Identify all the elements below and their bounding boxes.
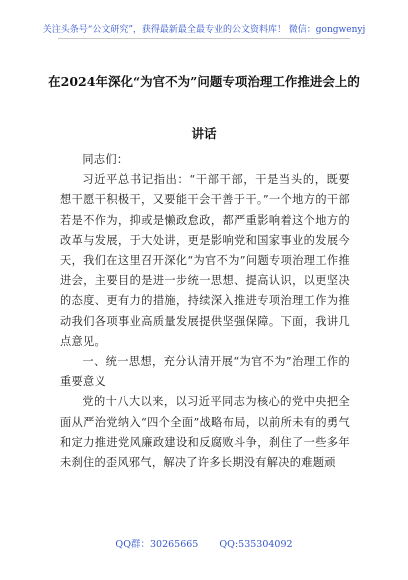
footer-qq: QQ:535304092 (219, 539, 293, 550)
document-title-line-2: 讲话 (191, 126, 217, 141)
salutation: 同志们： (82, 153, 129, 166)
body-paragraph-1: 习近平总书记指出：“干部干部，干是当头的，既要想干愿干积极干，又要能干会干善于干。”一个地方的干部若是不作为，抑或是懒政怠政，都严重影响着这个地方的改革与发展，于大处讲，更是影响党和国家事业的发展今天，我们在这里召开深化“为官不为”问题专项治理工作推进会，主要目的是进一步统一思想、提高认识，以更坚决的态度、更有力的措施，持续深入推进专项治理工作为推动我们各项事业高质量发展提供坚强保障。下面，我讲几点意见。 (60, 173, 350, 348)
footer-qq-group: QQ群：30265665 (115, 539, 199, 550)
document-body (60, 150, 350, 473)
section-heading-1: 一、统一思想，充分认清开展“为官不为”治理工作的重要意义 (60, 355, 350, 389)
header-promo-note: 关注头条号“公文研究”，获得最新最全最专业的公文资料库！ 微信：gongwenyj (42, 25, 366, 35)
header-divider (58, 38, 350, 39)
footer-contact (0, 536, 408, 550)
document-title-line-1: 在2024年深化“为官不为”问题专项治理工作推进会上的 (48, 74, 360, 89)
body-paragraph-2: 党的十八大以来，以习近平同志为核心的党中央把全面从严治党纳入“四个全面”战略布局，以前所未有的勇气和定力推进党风廉政建设和反腐败斗争，刹住了一些多年未刹住的歪风邪气，解决了许多长期没有解决的难题顽 (60, 395, 350, 470)
